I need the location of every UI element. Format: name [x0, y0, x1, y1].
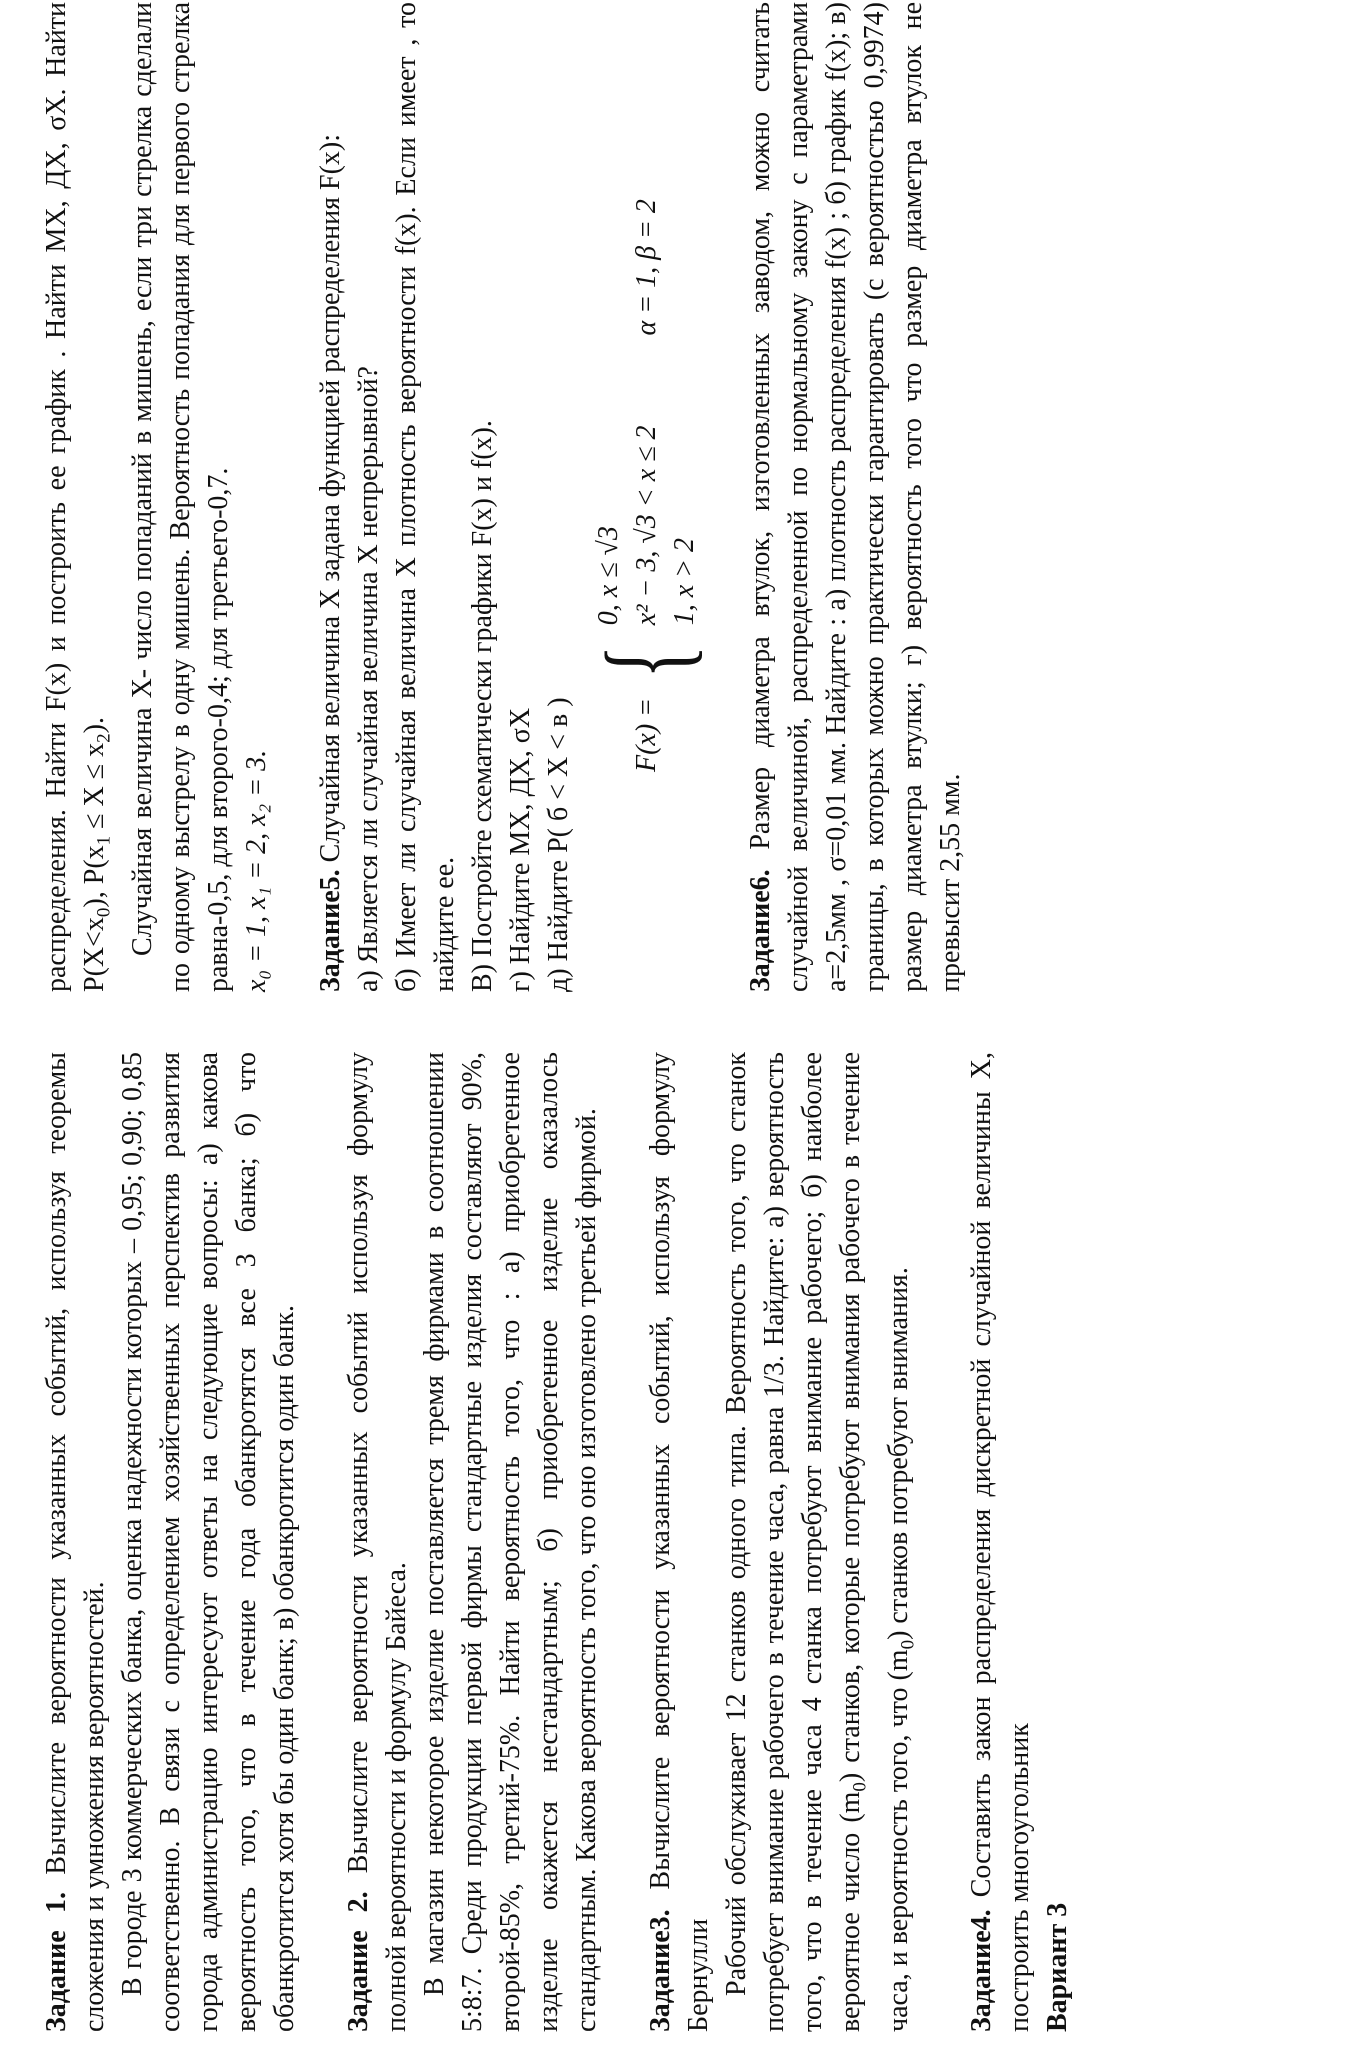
task-4-cont-line: распределения. Найти F(x) и построить ее график . Найти MX, ДX, σX. Найти $P(X<x_0)$, $P(x_1 \le X \le x_2)$. — [41, 2, 115, 992]
task-6-heading: Задание6. — [744, 869, 776, 992]
task-2-body: В магазин некоторое изделие поставляется тремя фирмами в соотношении 5:8:7. Среди продукции первой фирмы стандартные изделия составляют 90%, второй-85%, третий-75%. Найти вероятность того, что : а) приобретенное изделие окажется нестандартным; б) приобретенное изделие оказалось стандартным. Какова вероятность того, что оно изготовлено третьей фирмой. — [419, 1052, 602, 2032]
task-5 — [312, 2, 712, 992]
distribution-formula — [580, 2, 712, 772]
task-3-body: Рабочий обслуживает 12 станков одного типа. Вероятность того, что станок потребует внимание рабочего в течение часа, равна 1/3. Найдите: а) вероятность того, что в течение часа 4 станка потребуют внимание рабочего; б) наиболее вероятное число $(m_0)$ станков, которые потребуют внимания рабочего в течение часа, и вероятность того, что $(m_0)$ станков потребуют внимания. — [721, 1051, 919, 2032]
task-5-item-a: а) Является ли случайная величина X непрерывной? — [352, 366, 384, 992]
task-5-heading: Задание5. — [314, 869, 346, 992]
formula-cases — [590, 426, 704, 626]
formula-lhs: F(x) = — [630, 697, 662, 772]
task-6 — [742, 2, 970, 992]
task-4-values: x₀ = 1, x₁ = 2, x₂ = 3. — [240, 749, 272, 992]
formula-brace: { — [580, 644, 712, 679]
task-4-intro: Составить закон распределения дискретной случайной величины X, построить многоугольник — [966, 1051, 1036, 2032]
task-3-intro: Вычислите вероятности указанных событий, используя формулу Бернулли — [645, 1051, 714, 2032]
task-3 — [642, 1052, 927, 2032]
task-5-item-b: б) Имеет ли случайная величина X плотность вероятности f(x). Если имеет , то найдите ее. — [390, 2, 460, 992]
task-4 — [963, 1052, 1077, 2032]
task-1-intro: Вычислите вероятности указанных событий, используя теоремы сложения и умножения вероятностей. — [41, 1052, 110, 2032]
task-6-body: Размер диаметра втулок, изготовленных заводом, можно считать случайной величиной, распределенной по нормальному закону с параметрами a=2,5мм , σ=0,01 мм. Найдите : а) плотность распределения f(x) ; б) график f(x); в) границы, в которых можно практически гарантировать (с вероятностью 0,9974) размер диаметра втулки; г) вероятность того что размер диаметра втулок не превысит 2,55 мм. — [744, 2, 966, 992]
task-1-body: В городе 3 коммерческих банка, оценка надежности которых – 0,95; 0,90; 0,85 соответственно. В связи с определением хозяйственных перспектив развития города администрацию интересуют ответы на следующие вопросы: а) какова вероятность того, что в течение года обанкротятся все 3 банка; б) что обанкротится хотя бы один банк; в) обанкротится один банк. — [117, 1052, 300, 2032]
variant-title: Вариант 3 — [1042, 1902, 1074, 2032]
task-1 — [38, 1052, 304, 2032]
task-5-item-e: д) Найдите P( б < X < в ) — [542, 697, 574, 992]
formula-params: α = 1, β = 2 — [630, 199, 662, 336]
formula-case-3: 1, x > 2 — [668, 537, 700, 626]
task-2 — [340, 1052, 606, 2032]
task-1-heading: Задание 1. — [41, 1891, 72, 2032]
task-5-item-c: В) Постройте схематически графики F(x) и f(x). — [466, 420, 498, 992]
left-column — [38, 1052, 1113, 2032]
task-4-problem: Случайная величина X- число попаданий в мишень, если три стрелка сделали по одному выстрелу в одну мишень. Вероятность попадания для первого стрелка равна-0,5, для второго-0,4; для третьего-0,7. — [126, 2, 234, 992]
task-5-item-d: г) Найдите MX, ДX, σX — [504, 707, 536, 992]
task-2-intro: Вычислите вероятности указанных событий используя формулу полной вероятности и формулу Байеса. — [343, 1051, 412, 2032]
formula-case-1: 0, x ≤ √3 — [592, 526, 624, 626]
task-4-continuation — [38, 2, 276, 992]
task-4-heading: Задание4. — [966, 1909, 998, 2032]
task-3-heading: Задание3. — [645, 1909, 676, 2032]
task-2-heading: Задание 2. — [343, 1891, 374, 2032]
right-column — [38, 2, 1006, 992]
task-5-intro: Случайная величина X задана функцией распределения F(x): — [314, 133, 346, 863]
formula-case-2: x² − 3, √3 < x ≤ 2 — [630, 425, 662, 626]
